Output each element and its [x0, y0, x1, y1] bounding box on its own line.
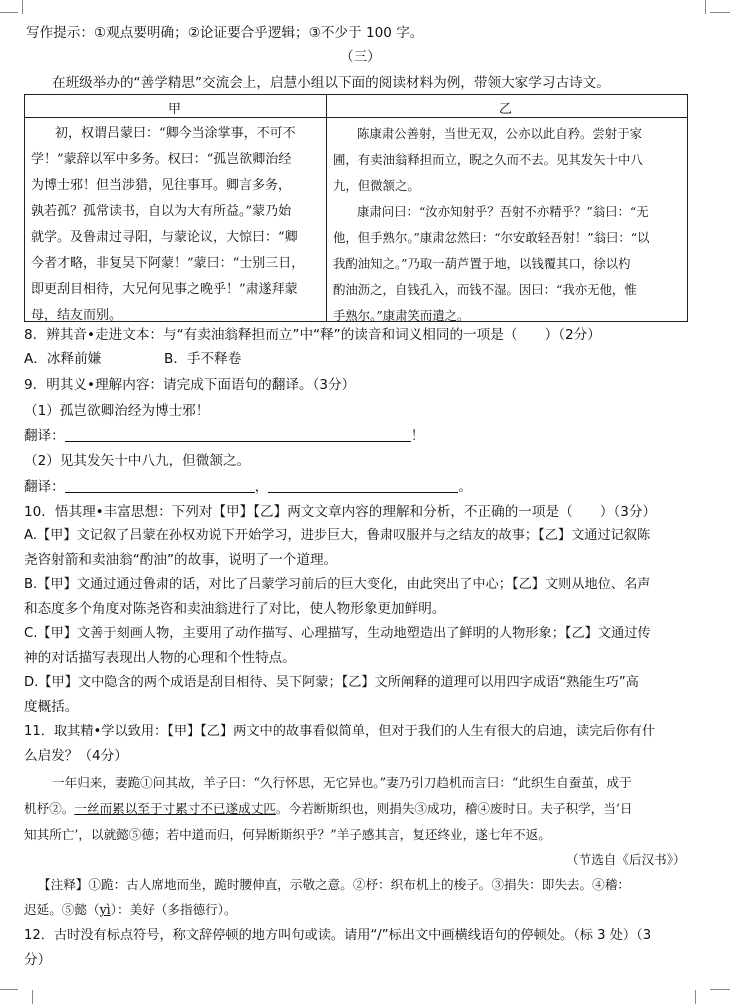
question-9-sentence-1: （1）孤岂欲卿治经为博士邪！: [24, 403, 210, 419]
question-10-option-c: C.【甲】文善于刻画人物，主要用了动作描写、心理描写，生动地塑造出了鲜明的人物形象；【乙】文通过传: [24, 626, 651, 641]
text-b-line: 酌油沥之，自钱孔入，而钱不湿。因曰：“我亦无他，惟: [333, 282, 637, 297]
text-a-line: 即更刮目相待，大兄何见事之晚乎！”肃遂拜蒙: [31, 282, 298, 297]
text-b-line: 我酌油知之。”乃取一葫芦置于地，以钱覆其口，徐以杓: [333, 256, 631, 271]
text-a-line: 就学。及鲁肃过寻阳，与蒙论议，大惊曰：“卿: [31, 230, 298, 245]
question-10-option-d: D.【甲】文中隐含的两个成语是刮目相待、吴下阿蒙；【乙】文所阐释的道理可以用四字成语“熟能生巧”高: [24, 675, 639, 690]
question-10-option-b: B.【甲】文通过通过鲁肃的话，对比了吕蒙学习前后的巨大变化，由此突出了中心；【乙】文则从地位、名声: [24, 577, 651, 592]
translation-row-2: [24, 478, 472, 496]
note-text: 迟延。⑤懿（: [24, 902, 100, 917]
text-a-line: 初，权谓吕蒙曰：“卿今当涂掌事，不可不: [55, 126, 296, 141]
punct: 。: [458, 479, 472, 495]
text-a-line: 孰若孤？孤常读书，自以为大有所益。”蒙乃始: [31, 204, 292, 219]
writing-hint: 写作提示：①观点要明确；②论证要合乎逻辑；③不少于 100 字。: [26, 25, 424, 41]
passage-notes: 【注释】①跪：古人席地而坐，跪时腰伸直，示敬之意。②杼：织布机上的梭子。③捐失：即失去。④稽：: [38, 877, 630, 892]
text-b-line: 圃，有卖油翁释担而立，睨之久而不去。见其发矢十中八: [333, 152, 643, 167]
crop-mark: [710, 989, 730, 990]
translation-label: 翻译：: [24, 428, 65, 444]
translation-row-1: [24, 427, 424, 445]
question-9-sentence-2: （2）见其发矢十中八九，但微颔之。: [24, 453, 251, 469]
text-b-line: 陈康肃公善射，当世无双，公亦以此自矜。尝射于家: [357, 126, 642, 141]
text-a-line: 为博士邪！但当涉猎，见往事耳。卿言多务，: [31, 178, 292, 193]
question-11-stem: 11．取其精•学以致用：【甲】【乙】两文中的故事看似简单，但对于我们的人生有很大的启迪，读完后你有什: [24, 724, 656, 739]
answer-blank[interactable]: [268, 478, 458, 493]
question-8-option-a: A．冰释前嫌: [24, 351, 102, 367]
answer-blank[interactable]: [65, 427, 411, 442]
answer-blank[interactable]: [65, 478, 255, 493]
crop-mark: [0, 12, 18, 13]
passage-notes-cont: [24, 901, 237, 919]
translation-label: 翻译：: [24, 479, 65, 495]
text-a-line: 学！”蒙辞以军中多务。权曰：“孤岂欲卿治经: [31, 152, 292, 167]
crop-mark: [695, 990, 710, 1004]
passage-line: 一年归来，妻跪①问其故，羊子曰：“久行怀思，无它异也。”妻乃引刀趋机而言曰：“此织生自蚕茧，成于: [52, 775, 632, 790]
crop-mark: [0, 989, 18, 990]
passage-line: [24, 800, 633, 818]
intro-text: 在班级举办的“善学精思”交流会上，启慧小组以下面的阅读材料为例，带领大家学习古诗文。: [52, 75, 610, 91]
question-10-option-c-cont: 神的对话描写表现出人物的心理和个性特点。: [24, 650, 296, 666]
text-b-line: 手熟尔。”康肃笑而遣之。: [333, 308, 470, 323]
question-12-stem: 12．古时没有标点符号，称文辞停顿的地方叫句或读。请用“/”标出文中画横线语句的停顿处。（标 3 处）（3: [24, 928, 652, 943]
table-divider: [326, 95, 327, 321]
table-header-a: 甲: [168, 102, 182, 117]
question-10-option-a-cont: 尧咨射箭和卖油翁“酌油”的故事，说明了一个道理。: [24, 552, 338, 568]
underlined-sentence: 一丝而累以至于寸累寸不已遂成丈匹: [74, 801, 276, 816]
passage-source: （节选自《后汉书》）: [566, 852, 686, 867]
table-header-b: 乙: [499, 102, 513, 117]
punct: ！: [410, 428, 425, 444]
text-b-line: 康肃问曰：“汝亦知射乎？吾射不亦精乎？”翁曰：“无: [357, 204, 649, 219]
question-12-stem-cont: 分）: [24, 952, 52, 968]
punct: ，: [254, 479, 269, 495]
question-8-stem: 8．辨其音•走进文本：与“有卖油翁释担而立”中“释”的读音和词义相同的一项是（ ）（2分）: [24, 327, 601, 343]
pinyin: yì: [99, 902, 111, 917]
passage-line: 知其所亡’，以就懿⑤德；若中道而归，何异断斯织乎？”羊子感其言，复还终业，遂七年不返。: [24, 827, 551, 842]
text-a-line: 母，结友而别。: [31, 308, 123, 323]
question-11-stem-cont: 么启发？（4分）: [24, 748, 128, 764]
question-10-option-a: A.【甲】文记叙了吕蒙在孙权劝说下开始学习，进步巨大，鲁肃叹服并与之结友的故事；【乙】文通过记叙陈: [24, 528, 651, 543]
table-header-line: [25, 117, 687, 118]
section-title: （三）: [340, 49, 381, 65]
crop-mark: [18, 990, 33, 1004]
question-8-option-b: B．手不释卷: [164, 351, 242, 367]
passage-text: 。今若断斯织也，则捐失③成功，稽④废时日。夫子积学，当‘日: [275, 801, 633, 816]
text-b-line: 他，但手熟尔。”康肃忿然曰：“尔安敢轻吾射！”翁曰：“以: [333, 230, 650, 245]
text-b-line: 九，但微颔之。: [333, 178, 420, 193]
crop-mark: [710, 12, 730, 13]
text-a-line: 今者才略，非复吴下阿蒙！”蒙曰：“士别三日，: [31, 256, 305, 271]
passage-text: 机杼②。: [24, 801, 75, 816]
question-10-stem: 10．悟其理•丰富思想：下列对【甲】【乙】两文文章内容的理解和分析，不正确的一项是（ ）（3分）: [24, 504, 657, 520]
question-10-option-d-cont: 度概括。: [24, 699, 79, 715]
reading-table: [24, 94, 688, 322]
question-10-option-b-cont: 和态度多个角度对陈尧咨和卖油翁进行了对比，使人物形象更加鲜明。: [24, 601, 446, 617]
question-9-stem: 9．明其义•理解内容：请完成下面语句的翻译。（3分）: [24, 377, 356, 393]
note-text: ）：美好（多指德行）。: [110, 902, 237, 917]
